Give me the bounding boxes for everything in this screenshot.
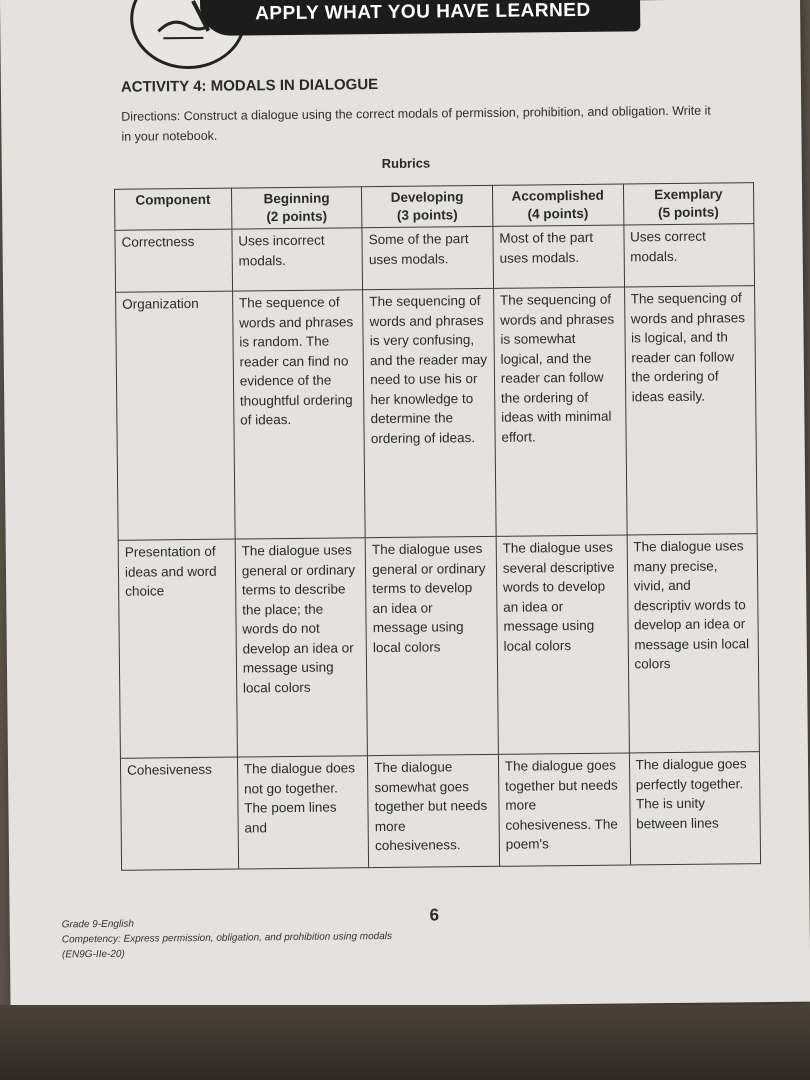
rubric-header-row bbox=[114, 183, 753, 231]
cell-beginning: The dialogue uses general or ordinary terms to describe the place; the words do not develop an idea or message using local colors bbox=[235, 538, 368, 757]
cell-exemplary: The dialogue goes perfectly together. The is unity between lines bbox=[629, 752, 761, 865]
header-developing bbox=[362, 185, 493, 227]
cell-developing: The dialogue somewhat goes together but needs more cohesiveness. bbox=[368, 754, 500, 867]
activity-directions: Directions: Construct a dialogue using the correct modals of permission, prohibition, and obligation. Write it in your notebook. bbox=[121, 103, 711, 144]
banner-title: APPLY WHAT YOU HAVE LEARNED bbox=[255, 0, 591, 25]
cell-accomplished: The dialogue uses several descriptive words to develop an idea or message using local colors bbox=[496, 535, 629, 754]
cell-beginning: Uses incorrect modals. bbox=[232, 228, 363, 291]
background-surface bbox=[0, 1005, 810, 1080]
footer-code: (EN9G-IIe-20) bbox=[61, 948, 125, 961]
cell-accomplished: The sequencing of words and phrases is somewhat logical, and the reader can follow the ordering of ideas with minimal effort. bbox=[493, 287, 626, 536]
rubric-table bbox=[114, 182, 761, 871]
cell-developing: The sequencing of words and phrases is very confusing, and the reader may need to use his or her knowledge to determine the ordering of ideas. bbox=[363, 288, 496, 537]
header-label: Beginning bbox=[263, 190, 330, 207]
cell-exemplary: Uses correct modals. bbox=[623, 224, 754, 287]
header-beginning bbox=[231, 187, 362, 229]
header-points: (4 points) bbox=[527, 205, 589, 222]
header-label: Exemplary bbox=[654, 186, 723, 203]
footer-competency: Competency: Express permission, obligation, and prohibition using modals bbox=[61, 930, 393, 946]
rubric-row-correctness bbox=[115, 224, 755, 293]
row-component: Presentation of ideas and word choice bbox=[118, 539, 237, 758]
rubric-row-organization bbox=[116, 286, 758, 541]
row-component: Organization bbox=[116, 291, 235, 540]
header-component bbox=[114, 188, 231, 230]
section-banner bbox=[200, 0, 640, 36]
header-label: Component bbox=[135, 191, 211, 208]
rubric-row-presentation bbox=[118, 534, 759, 759]
header-points: (3 points) bbox=[396, 207, 458, 223]
header-exemplary bbox=[623, 183, 754, 225]
footer-grade: Grade 9-English bbox=[61, 918, 135, 931]
cell-beginning: The dialogue does not go together. The poem lines and bbox=[237, 756, 369, 869]
header-label: Accomplished bbox=[511, 187, 604, 204]
header-label: Developing bbox=[390, 189, 464, 205]
cell-beginning: The sequence of words and phrases is random. The reader can find no evidence of the thoughtful ordering of ideas. bbox=[232, 290, 365, 539]
cell-developing: Some of the part uses modals. bbox=[362, 226, 493, 289]
page-footer bbox=[62, 914, 393, 962]
header-accomplished bbox=[492, 184, 623, 226]
cell-accomplished: The dialogue goes together but needs more cohesiveness. The poem's bbox=[498, 753, 630, 866]
header-points: (2 points) bbox=[266, 208, 328, 225]
row-component: Correctness bbox=[115, 229, 232, 292]
page-number: 6 bbox=[429, 905, 440, 925]
cell-exemplary: The sequencing of words and phrases is logical, and th reader can follow the ordering of ideas easily. bbox=[624, 286, 757, 535]
header-points: (5 points) bbox=[658, 204, 719, 221]
cell-developing: The dialogue uses general or ordinary terms to develop an idea or message using local colors bbox=[365, 536, 498, 755]
rubrics-title: Rubrics bbox=[381, 155, 431, 172]
cell-accomplished: Most of the part uses modals. bbox=[493, 225, 624, 288]
rubric-row-cohesiveness bbox=[120, 752, 760, 871]
activity-title: ACTIVITY 4: MODALS IN DIALOGUE bbox=[120, 76, 379, 96]
cell-exemplary: The dialogue uses many precise, vivid, and descriptiv words to develop an idea or message usin local colors bbox=[627, 534, 760, 753]
row-component: Cohesiveness bbox=[120, 757, 238, 870]
